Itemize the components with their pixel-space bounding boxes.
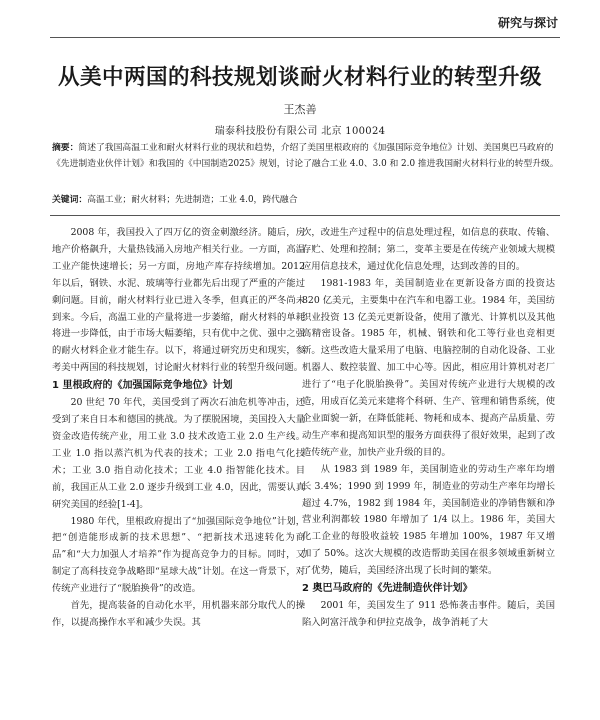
affiliation: 瑞泰科技股份有限公司 北京 100024 [214, 126, 386, 137]
abstract-label: 摘要： [52, 143, 79, 153]
abstract [52, 140, 560, 172]
section2-paragraph-1: 2001 年，美国发生了 911 恐怖袭击事件。随后，美国陷入阿富汗战争和伊拉克战争，战争消耗了大 [302, 600, 555, 628]
section1-paragraph-2: 1980 年代，里根政府提出了“加强国际竞争地位”计划，把“创造能形成新的技术思想”、“把新技术迅速转化为商品”和“大力加强人才培养”作为提高竞争力的目标。同时，又制定了高科技竞争战略即“星球大战”计划。在这一背景下，对传统产业进行了“脱胎换骨”的改造。 [52, 515, 305, 595]
intro-paragraph: 2008 年，我国投入了四万亿的资金刺激经济。随后，房地产价格飙升，大量热钱涌入房地产相关行业。一方面，高温工业产能快速增长；另一方面，房地产库存持续增加。2012 年以后，钢铁、水泥、玻璃等行业都先后出现了严重的产能过剩问题。目前，耐火材料行业已进入冬季，但真正的严冬尚未到来。今后，高温工业的产量将进一步萎缩，耐火材料的单耗将进一步降低，由于市场大幅萎缩，只有优中之优、强中之强的耐火材料企业才能生存。以下，将通过研究历史和现实，参考美中两国的科技规划，讨论耐火材料行业的转型升级问题。 [52, 227, 305, 374]
section-heading-2: 2 奥巴马政府的《先进制造伙伴计划》 [302, 583, 473, 595]
section-tag: 研究与探讨 [497, 16, 558, 30]
section-heading-1: 1 里根政府的《加强国际竞争地位》计划 [52, 380, 233, 392]
keywords-label: 关键词： [52, 195, 88, 205]
section1-paragraph-4: 1981-1983 年，美国制造业在更新设备方面的投资达 820 亿美元，主要集中在汽车和电器工业。1984 年，美国纺织业投资 13 亿美元更新设备，使用了激光、计算机以及其他高精密设备。1985 年，机械、钢铁和化工等行业也竞相更新。这些改造大量采用了电脑、电脑控制的自动化设备、工业机器人、数控装置、加工中心等。因此，相应用计算机对老厂进行了“电子化脱胎换骨”。美国对传统产业进行大规模的改造，用成百亿美元来建将个科研、生产、管理和销售系统，使企业面貌一新，在降低能耗、物耗和成本、提高产品质量、劳动生产率和提高知识型的服务方面获得了很好效果，起到了改造传统产业，加快产业升级的目的。 [302, 277, 555, 458]
author: 王杰善 [283, 103, 317, 116]
article-title: 从美中两国的科技规划谈耐火材料行业的转型升级 [57, 65, 542, 90]
abstract-text: 简述了我国高温工业和耐火材料行业的现状和趋势，介绍了美国里根政府的《加强国际竞争地位》计划、美国奥巴马政府的《先进制造业伙伴计划》和我国的《中国制造2025》规划，讨论了融合工业 4.0、3.0 和 2.0 推进我国耐火材料行业的转型升级。 [52, 143, 559, 169]
section1-paragraph-1: 20 世纪 70 年代，美国受到了两次石油危机等冲击，还受到了来自日本和德国的挑战。为了摆脱困境，美国投入大量资金改造传统产业，用工业 3.0 技术改造工业 2.0 生产线。工业 1.0 指以蒸汽机为代表的技术；工业 2.0 指电气化技术；工业 3.0 指自动化技术；工业 4.0 指智能化技术。目前，我国正从工业 2.0 逐步升级到工业 4.0，因此，需要认真研究美国的经验[1-4]。 [52, 397, 305, 510]
section1-paragraph-5: 从 1983 到 1989 年，美国制造业的劳动生产率年均增长 3.4%；1990 到 1999 年，制造业的劳动生产率年均增长超过 4.7%，1982 到 1984 年，美国制造业的净销售额和净营业利润都较 1980 年增加了 1/4 以上。1986 年，美国大化工企业的每股收益较 1985 年增加 100%，1987 年又增加了 50%。这次大规模的改造帮助美国在很多领域重新树立了优势，随后，美国经济出现了长时间的繁荣。 [302, 463, 555, 577]
section1-paragraph-continued: 次，改进生产过程中的信息处理过程，如信息的获取、传输、存贮、处理和控制；第二，变革主要是在传统产业领域大规模应用信息技术，通过优化信息处理，达到改善的目的。 [302, 227, 555, 272]
right-column [302, 225, 555, 632]
left-column [52, 225, 305, 632]
abstract-divider [50, 215, 560, 216]
section1-paragraph-3: 首先，提高装备的自动化水平，用机器来部分取代人的操作，以提高操作水平和减少失误。其 [52, 600, 305, 628]
keywords-text: 高温工业；耐火材料；先进制造；工业 4.0，跨代融合 [87, 195, 298, 205]
header-rule [50, 37, 560, 38]
keywords [52, 192, 560, 205]
